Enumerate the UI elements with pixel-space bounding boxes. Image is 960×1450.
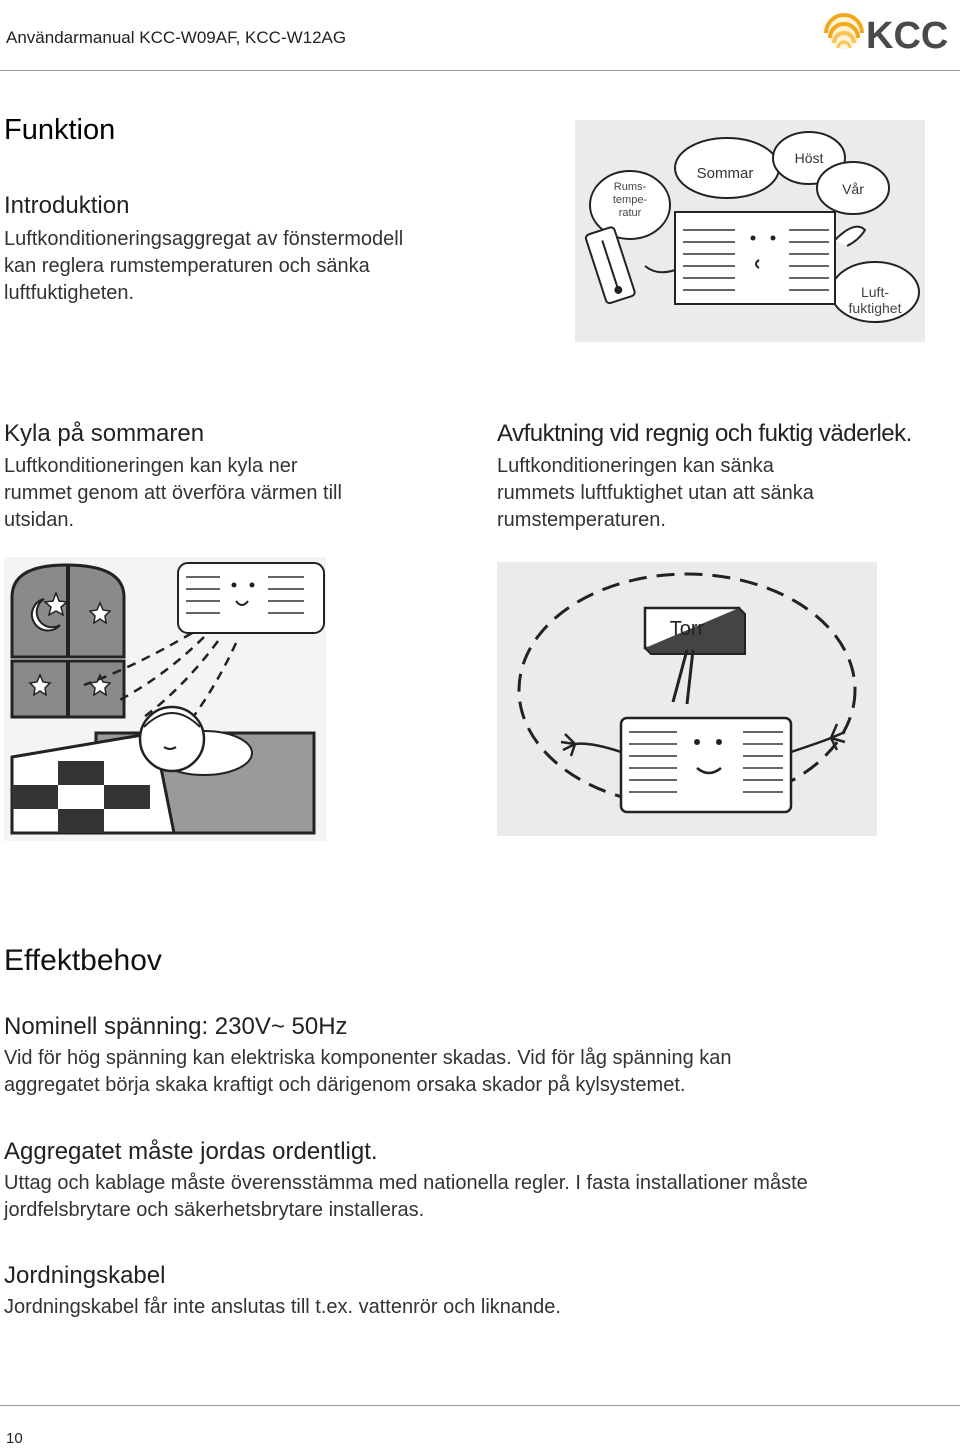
ground-cable-line: Jordningskabel får inte anslutas till t.ex. vattenrör och liknande.	[4, 1296, 561, 1318]
dehumidify-text	[497, 453, 814, 534]
cooling-text	[4, 453, 342, 534]
grounding-heading: Aggregatet måste jordas ordentligt.	[4, 1138, 378, 1165]
footer-rule	[0, 1405, 960, 1406]
room-temp-label-1: Rums-	[613, 181, 647, 193]
dry-button-label: Torr	[669, 618, 705, 640]
voltage-text	[4, 1045, 732, 1099]
intro-line: kan reglera rumstemperaturen och sänka	[4, 255, 370, 277]
cooling-line: utsidan.	[4, 509, 75, 531]
ground-cable-heading: Jordningskabel	[4, 1262, 166, 1289]
voltage-line: aggregatet börja skaka kraftigt och därigenom orsaka skador på kylsystemet.	[4, 1074, 686, 1096]
humidity-label-1: Luft-	[860, 284, 890, 300]
intro-line: luftfuktigheten.	[4, 282, 135, 304]
dehumidify-line: rummets luftfuktighet utan att sänka	[497, 482, 814, 504]
voltage-line: Vid för hög spänning kan elektriska komponenter skadas. Vid för låg spänning kan	[4, 1047, 732, 1069]
kcc-logo	[818, 6, 960, 58]
document-title: Användarmanual KCC-W09AF, KCC-W12AG	[6, 28, 347, 47]
voltage-heading: Nominell spänning: 230V~ 50Hz	[4, 1013, 348, 1040]
humidity-label-2: fuktighet	[848, 300, 902, 316]
intro-illustration	[575, 120, 925, 342]
spring-label: Vår	[842, 181, 864, 197]
cooling-illustration	[4, 557, 326, 841]
dehumidify-illustration	[497, 562, 877, 836]
ground-cable-text	[4, 1294, 561, 1321]
intro-line: Luftkonditioneringsaggregat av fönstermodell	[4, 228, 404, 250]
summer-label: Sommar	[696, 165, 754, 182]
dehumidify-heading: Avfuktning vid regnig och fuktig väderlek.	[497, 420, 912, 447]
cooling-line: Luftkonditioneringen kan kyla ner	[4, 455, 298, 477]
section-title-function: Funktion	[4, 114, 116, 146]
page-number: 10	[6, 1430, 23, 1447]
cooling-line: rummet genom att överföra värmen till	[4, 482, 342, 504]
grounding-line: Uttag och kablage måste överensstämma med nationella regler. I fasta installationer måste	[4, 1172, 808, 1194]
room-temp-label-3: ratur	[618, 207, 642, 219]
intro-text	[4, 226, 403, 307]
dehumidify-line: rumstemperaturen.	[497, 509, 666, 531]
grounding-text	[4, 1170, 808, 1224]
dehumidify-line: Luftkonditioneringen kan sänka	[497, 455, 774, 477]
grounding-line: jordfelsbrytare och säkerhetsbrytare installeras.	[4, 1199, 425, 1221]
room-temp-label-2: tempe-	[612, 194, 648, 206]
header-rule	[0, 70, 960, 71]
intro-heading: Introduktion	[4, 192, 130, 219]
cooling-heading: Kyla på sommaren	[4, 420, 205, 447]
logo-text: KCC	[866, 15, 949, 57]
section-title-power: Effektbehov	[4, 944, 162, 977]
autumn-label: Höst	[794, 150, 824, 166]
